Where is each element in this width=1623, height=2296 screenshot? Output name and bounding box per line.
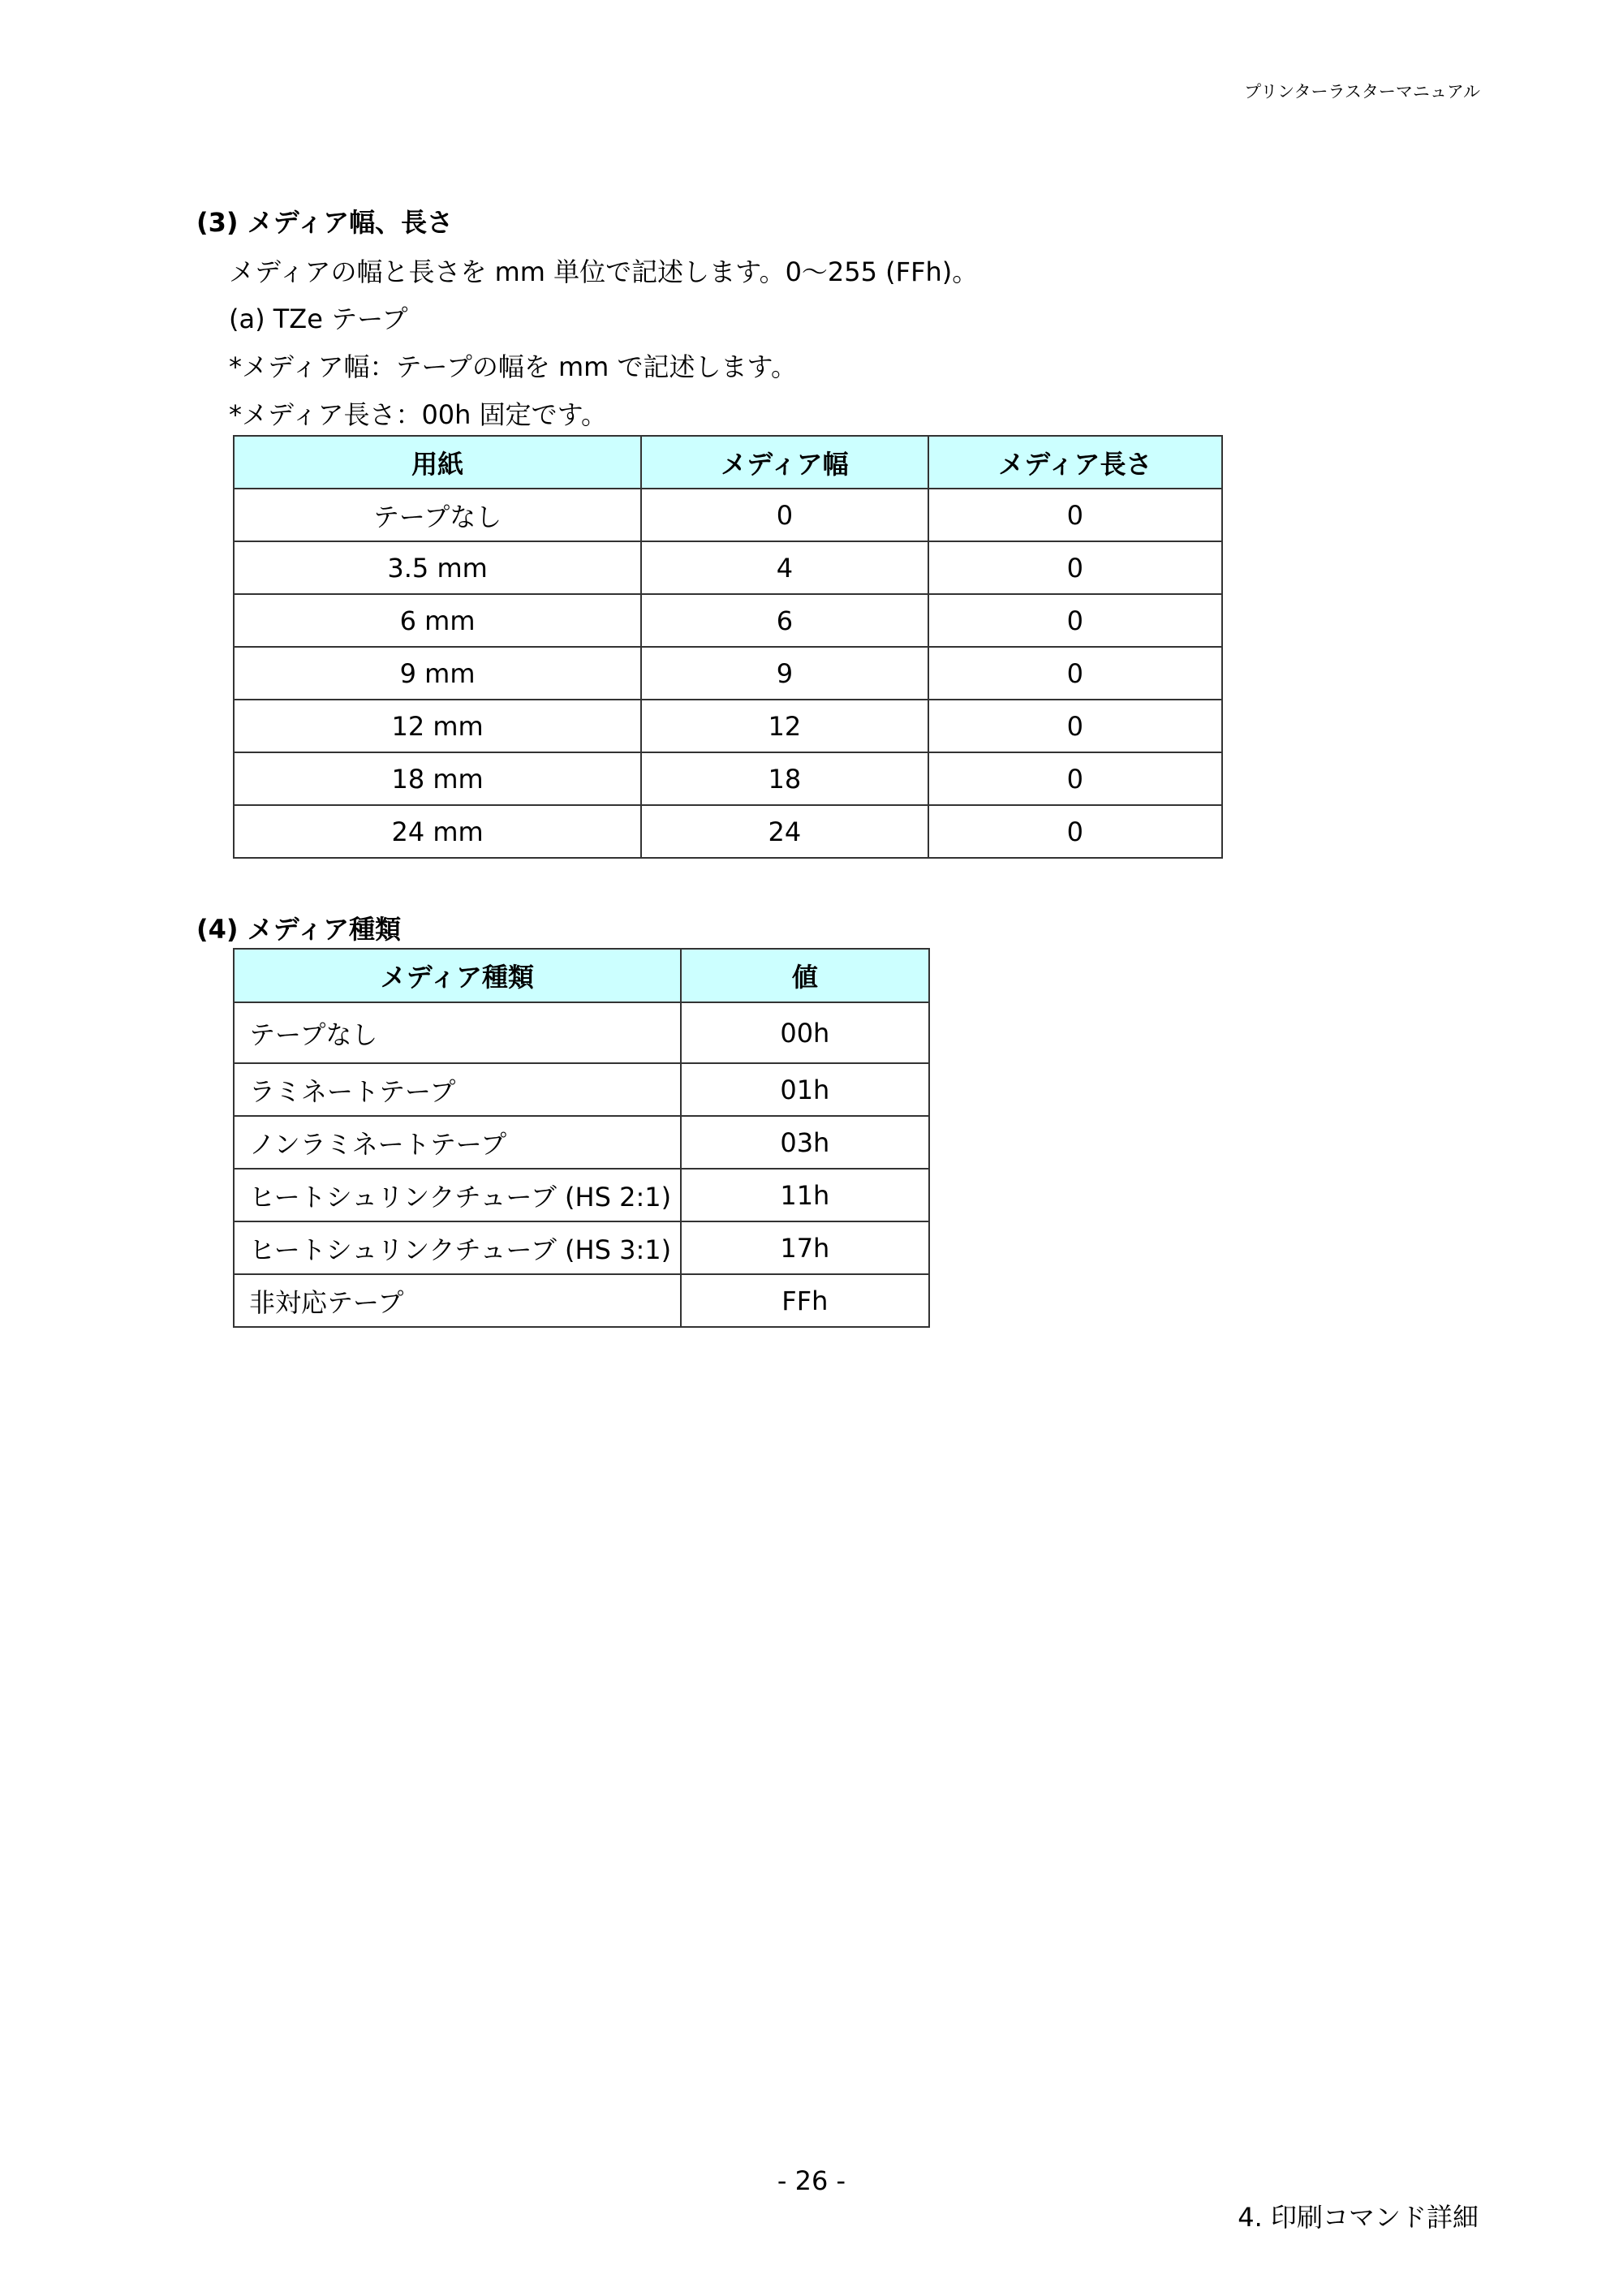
table-header-row (234, 949, 929, 1002)
table-row (234, 1063, 929, 1116)
table-cell: 9 (641, 647, 928, 700)
table-cell: 0 (928, 594, 1222, 647)
column-header: メディア種類 (234, 949, 681, 1002)
table-cell: 12 mm (234, 700, 641, 752)
column-header: メディア長さ (928, 436, 1222, 489)
table-cell: 0 (928, 805, 1222, 858)
table-cell: 3.5 mm (234, 541, 641, 594)
page-number: - 26 - (777, 2165, 846, 2196)
table-cell: 0 (928, 541, 1222, 594)
table-row (234, 1221, 929, 1274)
table-row (234, 1274, 929, 1327)
media-size-table (233, 435, 1223, 859)
table-cell: 6 mm (234, 594, 641, 647)
table-cell: 17h (681, 1221, 929, 1274)
table-row (234, 1002, 929, 1063)
media-type-table (233, 948, 930, 1328)
table-row (234, 489, 1222, 541)
table-row (234, 594, 1222, 647)
table-cell: 12 (641, 700, 928, 752)
table-row (234, 805, 1222, 858)
table-cell: テープなし (234, 489, 641, 541)
table-cell: 24 (641, 805, 928, 858)
table-cell: 非対応テープ (234, 1274, 681, 1327)
table-row (234, 647, 1222, 700)
table-cell: 0 (928, 752, 1222, 805)
table-cell: テープなし (234, 1002, 681, 1063)
table-cell: 0 (928, 700, 1222, 752)
column-header: 値 (681, 949, 929, 1002)
table-cell: 4 (641, 541, 928, 594)
media-width-note: *メディア幅：テープの幅を mm で記述します。 (229, 351, 797, 382)
table-row (234, 1169, 929, 1221)
table-cell: FFh (681, 1274, 929, 1327)
table-cell: 9 mm (234, 647, 641, 700)
table-row (234, 541, 1222, 594)
table-cell: 03h (681, 1116, 929, 1169)
table-cell: 24 mm (234, 805, 641, 858)
table-cell: ヒートシュリンクチューブ (HS 2:1) (234, 1169, 681, 1221)
table-cell: ラミネートテープ (234, 1063, 681, 1116)
table-cell: 0 (928, 647, 1222, 700)
chapter-footer: 4. 印刷コマンド詳細 (1238, 2202, 1479, 2233)
table-row (234, 752, 1222, 805)
table-cell: ヒートシュリンクチューブ (HS 3:1) (234, 1221, 681, 1274)
table-cell: ノンラミネートテープ (234, 1116, 681, 1169)
media-length-note: *メディア長さ：00h 固定です。 (229, 399, 608, 430)
table-cell: 0 (928, 489, 1222, 541)
table-cell: 0 (641, 489, 928, 541)
table-cell: 00h (681, 1002, 929, 1063)
section-3-title: (3) メディア幅、長さ (196, 207, 454, 238)
table-cell: 18 (641, 752, 928, 805)
section-3-description: メディアの幅と長さを mm 単位で記述します。0～255 (FFh)。 (229, 256, 979, 287)
column-header: メディア幅 (641, 436, 928, 489)
table-row (234, 1116, 929, 1169)
table-cell: 6 (641, 594, 928, 647)
table-header-row (234, 436, 1222, 489)
column-header: 用紙 (234, 436, 641, 489)
table-cell: 11h (681, 1169, 929, 1221)
running-header: プリンターラスターマニュアル (1244, 82, 1480, 101)
section-4-title: (4) メディア種類 (196, 914, 402, 945)
table-row (234, 700, 1222, 752)
table-cell: 18 mm (234, 752, 641, 805)
table-cell: 01h (681, 1063, 929, 1116)
subsection-a-title: (a) TZe テープ (229, 304, 408, 334)
